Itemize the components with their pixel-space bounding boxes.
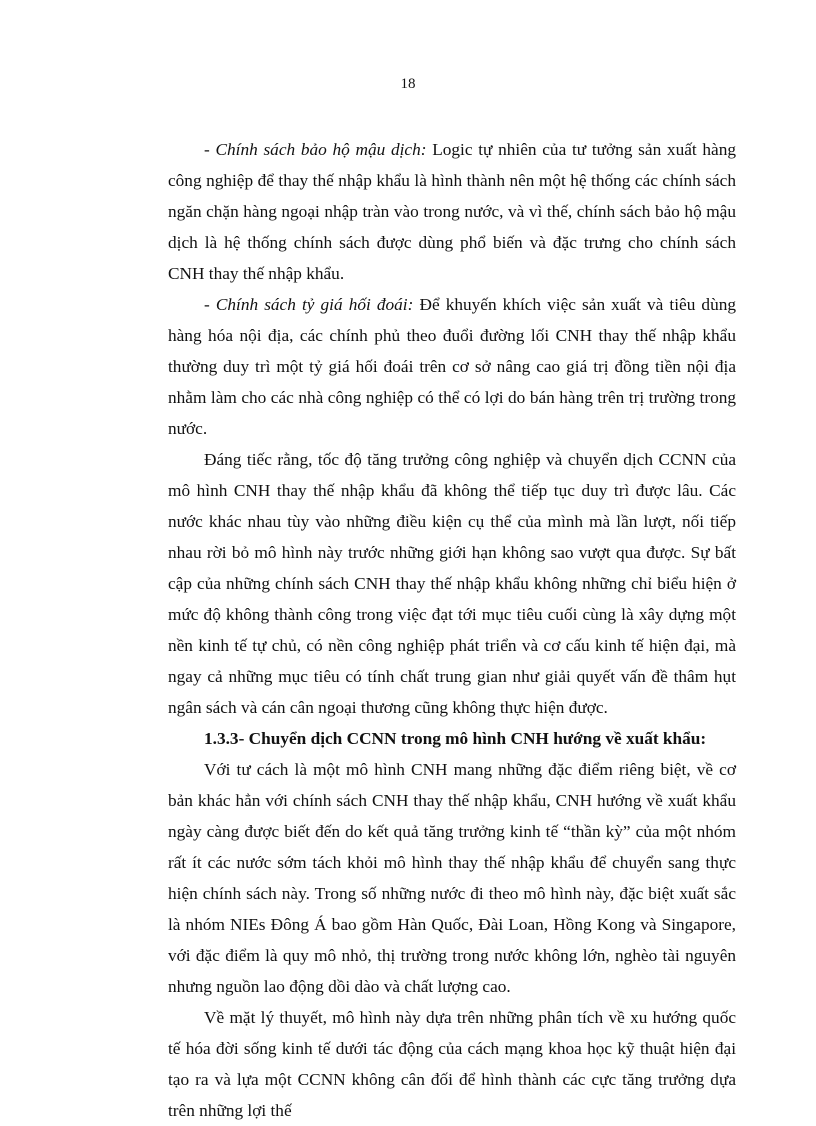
paragraph-text: Để khuyến khích việc sản xuất và tiêu dùng hàng hóa nội địa, các chính phủ theo đuổi đường lối CNH thay thế nhập khẩu thường duy trì một tỷ giá hối đoái trên cơ sở nâng cao giá trị đồng tiền nội địa nhằm làm cho các nhà công nghiệp có thể có lợi do bán hàng trên trị trường trong nước.: [168, 295, 736, 438]
page-number: 18: [400, 76, 416, 92]
paragraph-text: Đáng tiếc rằng, tốc độ tăng trưởng công nghiệp và chuyển dịch CCNN của mô hình CNH thay thế nhập khẩu đã không thể tiếp tục duy trì được lâu. Các nước khác nhau tùy vào những điều kiện cụ thể của mình mà lần lượt, nối tiếp nhau rời bỏ mô hình này trước những giới hạn không sao vượt qua được. Sự bất cập của những chính sách CNH thay thế nhập khẩu không những chỉ biểu hiện ở mức độ không thành công trong việc đạt tới mục tiêu cuối cùng là xây dựng một nền kinh tế tự chủ, có nền công nghiệp phát triển và cơ cấu kinh tế hiện đại, mà ngay cả những mục tiêu có tính chất trung gian như giải quyết vấn đề thâm hụt ngân sách và cán cân ngoại thương cũng không thực hiện được.: [168, 450, 736, 717]
body-text: [168, 134, 736, 1126]
paragraph-decline: [168, 444, 736, 723]
paragraph-lead: - Chính sách bảo hộ mậu dịch:: [204, 140, 427, 159]
paragraph-lead: - Chính sách tỷ giá hối đoái:: [204, 295, 414, 314]
paragraph-exchange-rate: [168, 289, 736, 444]
paragraph-trade-protection: [168, 134, 736, 289]
paragraph-theory: Về mặt lý thuyết, mô hình này dựa trên những phân tích về xu hướng quốc tế hóa đời sống kinh tế dưới tác động của cách mạng khoa học kỹ thuật hiện đại tạo ra và lựa một CCNN không cân đối để hình thành các cực tăng trưởng dựa trên những lợi thế: [168, 1008, 736, 1120]
section-heading: 1.3.3- Chuyển dịch CCNN trong mô hình CNH hướng về xuất khẩu:: [204, 729, 707, 748]
paragraph-export-model: Với tư cách là một mô hình CNH mang những đặc điểm riêng biệt, về cơ bản khác hẳn với chính sách CNH thay thế nhập khẩu, CNH hướng về xuất khẩu ngày càng được biết đến do kết quả tăng trưởng kinh tế “thần kỳ” của một nhóm rất ít các nước sớm tách khỏi mô hình thay thế nhập khẩu để chuyển sang thực hiện chính sách này. Trong số những nước đi theo mô hình này, đặc biệt xuất sắc là nhóm NIEs Đông Á bao gồm Hàn Quốc, Đài Loan, Hồng Kong và Singapore, với đặc điểm là quy mô nhỏ, thị trường trong nước không lớn, nghèo tài nguyên nhưng nguồn lao động dồi dào và chất lượng cao.: [168, 760, 736, 996]
paragraph-text: Logic tự nhiên của tư tưởng sản xuất hàng công nghiệp để thay thế nhập khẩu là hình thành nên một hệ thống các chính sách ngăn chặn hàng ngoại nhập tràn vào trong nước, và vì thế, chính sách bảo hộ mậu dịch là hệ thống chính sách được dùng phổ biến và đặc trưng cho chính sách CNH thay thế nhập khẩu.: [168, 140, 736, 283]
